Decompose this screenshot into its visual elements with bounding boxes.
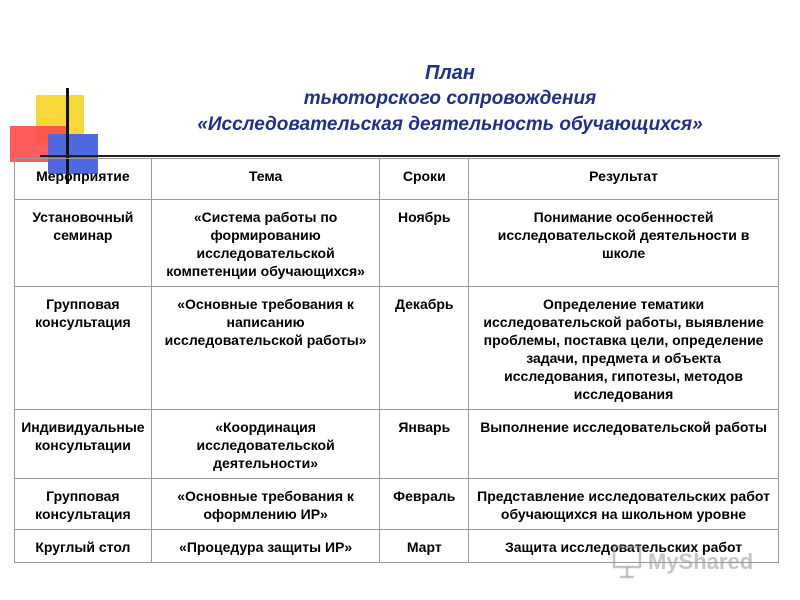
cell-topic: «Система работы по формированию исследовательской компетенции обучающихся» (151, 200, 380, 287)
cell-date: Март (380, 530, 469, 563)
cell-result: Представление исследовательских работ обучающихся на школьном уровне (469, 479, 779, 530)
cell-event: Индивидуальные консультации (15, 410, 152, 479)
watermark-text: MyShared (648, 549, 754, 574)
cell-topic: «Основные требования к оформлению ИР» (151, 479, 380, 530)
cell-event: Установочный семинар (15, 200, 152, 287)
table-row (15, 410, 779, 479)
cell-date: Февраль (380, 479, 469, 530)
table-row (15, 287, 779, 410)
header-topic: Тема (151, 159, 380, 200)
cell-result: Определение тематики исследовательской работы, выявление проблемы, поставка цели, определение задачи, предмета и объекта исследования, гипотезы, методов исследования (469, 287, 779, 410)
cell-result: Выполнение исследовательской работы (469, 410, 779, 479)
header-result: Результат (469, 159, 779, 200)
title-line-1: План (424, 62, 476, 84)
table-row (15, 479, 779, 530)
cell-topic: «Основные требования к написанию исследовательской работы» (151, 287, 380, 410)
header-date: Сроки (380, 159, 469, 200)
cell-result: Понимание особенностей исследовательской деятельности в школе (469, 200, 779, 287)
title-line-3: «Исследовательская деятельность обучающихся» (197, 114, 703, 135)
table-row (15, 200, 779, 287)
cell-topic: «Процедура защиты ИР» (151, 530, 380, 563)
cell-date: Ноябрь (380, 200, 469, 287)
title-line-2: тьюторского сопровождения (303, 88, 597, 109)
watermark (612, 540, 772, 584)
header-event: Мероприятие (15, 159, 152, 200)
projector-screen-icon (612, 545, 642, 579)
plan-table (14, 158, 779, 563)
slide-title (140, 60, 760, 138)
decor-horizontal-line (40, 155, 780, 157)
cell-date: Декабрь (380, 287, 469, 410)
cell-event: Круглый стол (15, 530, 152, 563)
table-header-row (15, 159, 779, 200)
cell-topic: «Координация исследовательской деятельности» (151, 410, 380, 479)
cell-event: Групповая консультация (15, 287, 152, 410)
cell-event: Групповая консультация (15, 479, 152, 530)
cell-date: Январь (380, 410, 469, 479)
cell-result: Защита исследовательских работ (469, 530, 779, 563)
